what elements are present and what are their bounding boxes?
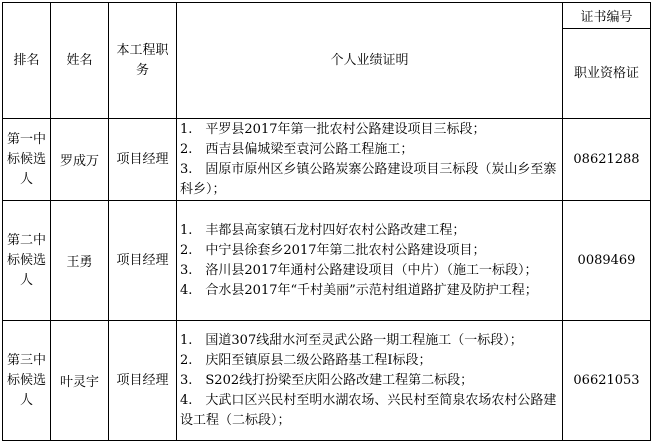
rank-cell: 第三中标候选人 xyxy=(3,321,51,441)
name-cell: 罗成万 xyxy=(51,119,109,201)
performance-item: 2. 庆阳至镇原县二级公路路基工程I标段； xyxy=(180,352,432,368)
table-row xyxy=(3,201,651,321)
performance-item: 1. 丰都县高家镇石龙村四好农村公路改建工程； xyxy=(180,222,466,238)
candidates-table xyxy=(2,2,651,441)
header-role: 本工程职务 xyxy=(109,3,177,119)
performance-item: 2. 中宁县徐套乡2017年第二批农村公路建设项目； xyxy=(180,242,486,258)
performance-cell xyxy=(177,321,563,441)
performance-item: 3. S202线打扮梁至庆阳公路改建工程第二标段； xyxy=(180,372,474,388)
rank-cell: 第二中标候选人 xyxy=(3,201,51,321)
header-certificate-number: 证书编号 xyxy=(563,3,651,29)
role-cell: 项目经理 xyxy=(109,201,177,321)
performance-item: 3. 洛川县2017年通村公路建设项目（中片）（施工一标段）； xyxy=(180,262,538,278)
header-name: 姓名 xyxy=(51,3,109,119)
performance-item: 1. 平罗县2017年第一批农村公路建设项目三标段； xyxy=(180,121,486,137)
performance-cell xyxy=(177,201,563,321)
name-cell: 叶灵宇 xyxy=(51,321,109,441)
role-cell: 项目经理 xyxy=(109,321,177,441)
rank-cell: 第一中标候选人 xyxy=(3,119,51,201)
header-performance: 个人业绩证明 xyxy=(177,3,563,119)
name-cell: 王勇 xyxy=(51,201,109,321)
certificate-cell: 06621053 xyxy=(563,321,651,441)
header-qualification: 职业资格证 xyxy=(563,29,651,119)
table-row xyxy=(3,119,651,201)
role-cell: 项目经理 xyxy=(109,119,177,201)
performance-item: 4. 大武口区兴民村至明水湖农场、兴民村至简泉农场农村公路建设工程（二标段）； xyxy=(180,392,557,428)
performance-cell xyxy=(177,119,563,201)
certificate-cell: 0089469 xyxy=(563,201,651,321)
performance-item: 3. 固原市原州区乡镇公路炭寨公路建设项目三标段（炭山乡至寨科乡）； xyxy=(180,161,557,197)
certificate-cell: 08621288 xyxy=(563,119,651,201)
table-row xyxy=(3,321,651,441)
performance-item: 4. 合水县2017年“千村美丽”示范村组道路扩建及防护工程； xyxy=(180,282,538,298)
header-rank: 排名 xyxy=(3,3,51,119)
performance-item: 2. 西吉县偏城梁至袁河公路工程施工； xyxy=(180,141,414,157)
performance-item: 1. 国道307线甜水河至灵武公路一期工程施工（一标段）； xyxy=(180,332,523,348)
